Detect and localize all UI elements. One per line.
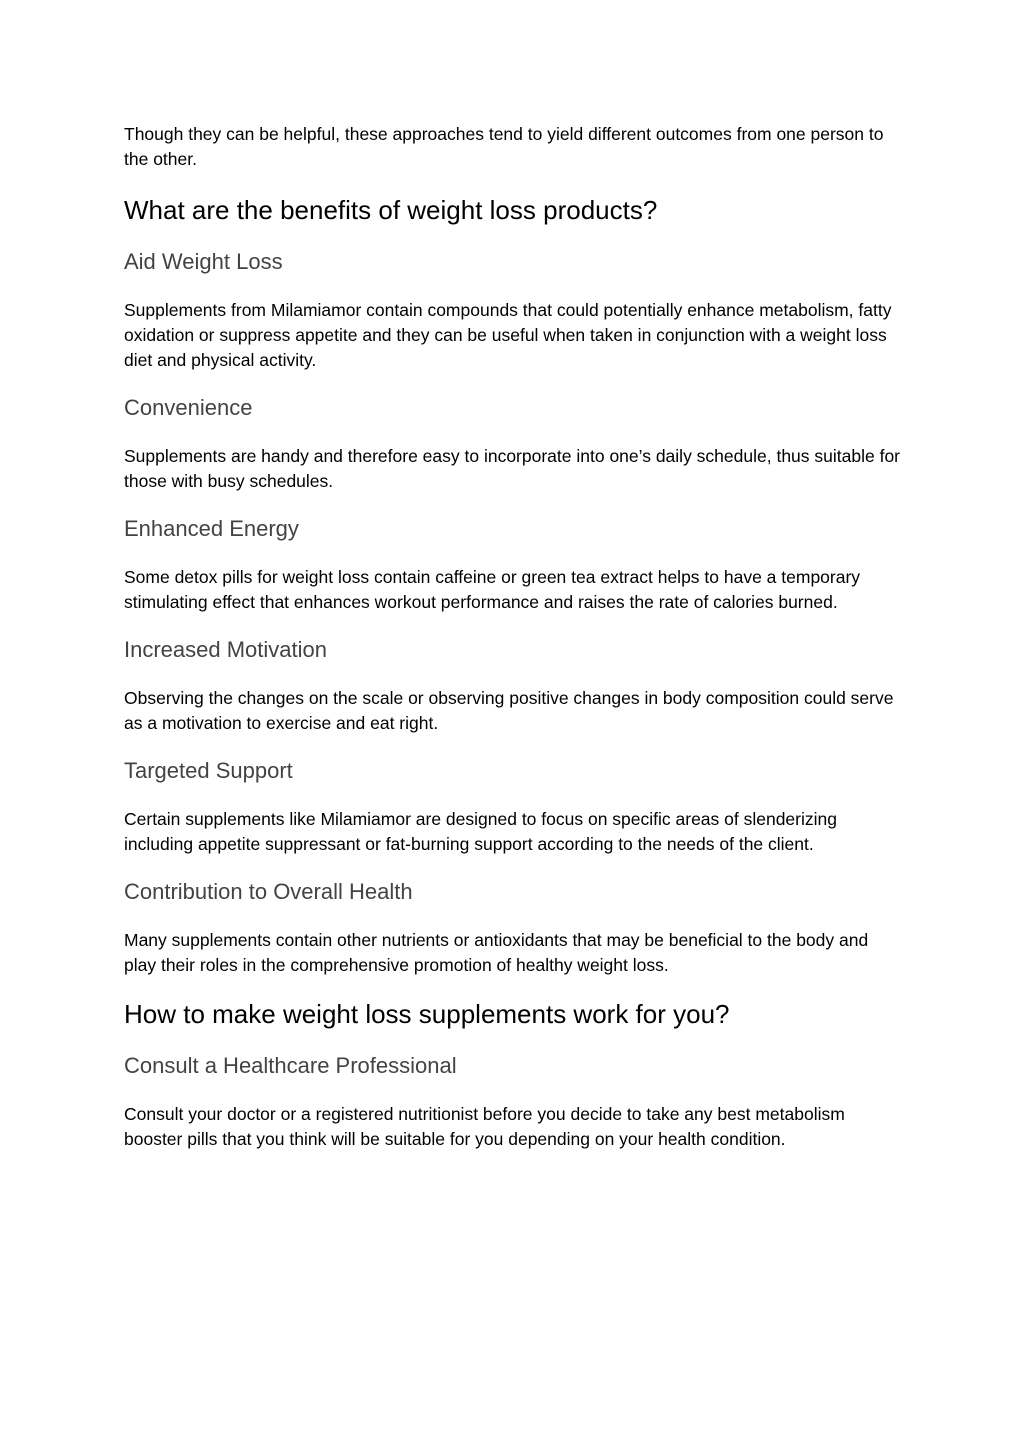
section-heading-howto: How to make weight loss supplements work for you?: [124, 999, 730, 1029]
intro-paragraph: Though they can be helpful, these approaches tend to yield different outcomes from one person to the other.: [124, 124, 884, 169]
paragraph-increased-motivation: Observing the changes on the scale or observing positive changes in body composition could serve as a motivation to exercise and eat right.: [124, 688, 894, 733]
section-heading-benefits: What are the benefits of weight loss products?: [124, 195, 658, 225]
paragraph-consult-professional: Consult your doctor or a registered nutritionist before you decide to take any best metabolism booster pills that you think will be suitable for you depending on your health condition.: [124, 1104, 845, 1149]
subheading-overall-health: Contribution to Overall Health: [124, 879, 413, 904]
paragraph-enhanced-energy: Some detox pills for weight loss contain caffeine or green tea extract helps to have a temporary stimulating effect that enhances workout performance and raises the rate of calories burned.: [124, 567, 861, 612]
paragraph-targeted-support: Certain supplements like Milamiamor are designed to focus on specific areas of slenderizing including appetite suppressant or fat-burning support according to the needs of the client.: [124, 809, 837, 854]
paragraph-aid-weight-loss: Supplements from Milamiamor contain compounds that could potentially enhance metabolism, fatty oxidation or suppress appetite and they can be useful when taken in conjunction with a weight loss diet and physical activity.: [124, 300, 892, 370]
subheading-targeted-support: Targeted Support: [124, 758, 293, 783]
subheading-enhanced-energy: Enhanced Energy: [124, 516, 299, 541]
subheading-increased-motivation: Increased Motivation: [124, 637, 327, 662]
paragraph-convenience: Supplements are handy and therefore easy to incorporate into one’s daily schedule, thus suitable for those with busy schedules.: [124, 446, 900, 491]
subheading-aid-weight-loss: Aid Weight Loss: [124, 249, 283, 274]
subheading-consult-professional: Consult a Healthcare Professional: [124, 1053, 457, 1078]
subheading-convenience: Convenience: [124, 395, 253, 420]
paragraph-overall-health: Many supplements contain other nutrients or antioxidants that may be beneficial to the body and play their roles in the comprehensive promotion of healthy weight loss.: [124, 930, 869, 975]
document-page: [124, 122, 904, 1152]
